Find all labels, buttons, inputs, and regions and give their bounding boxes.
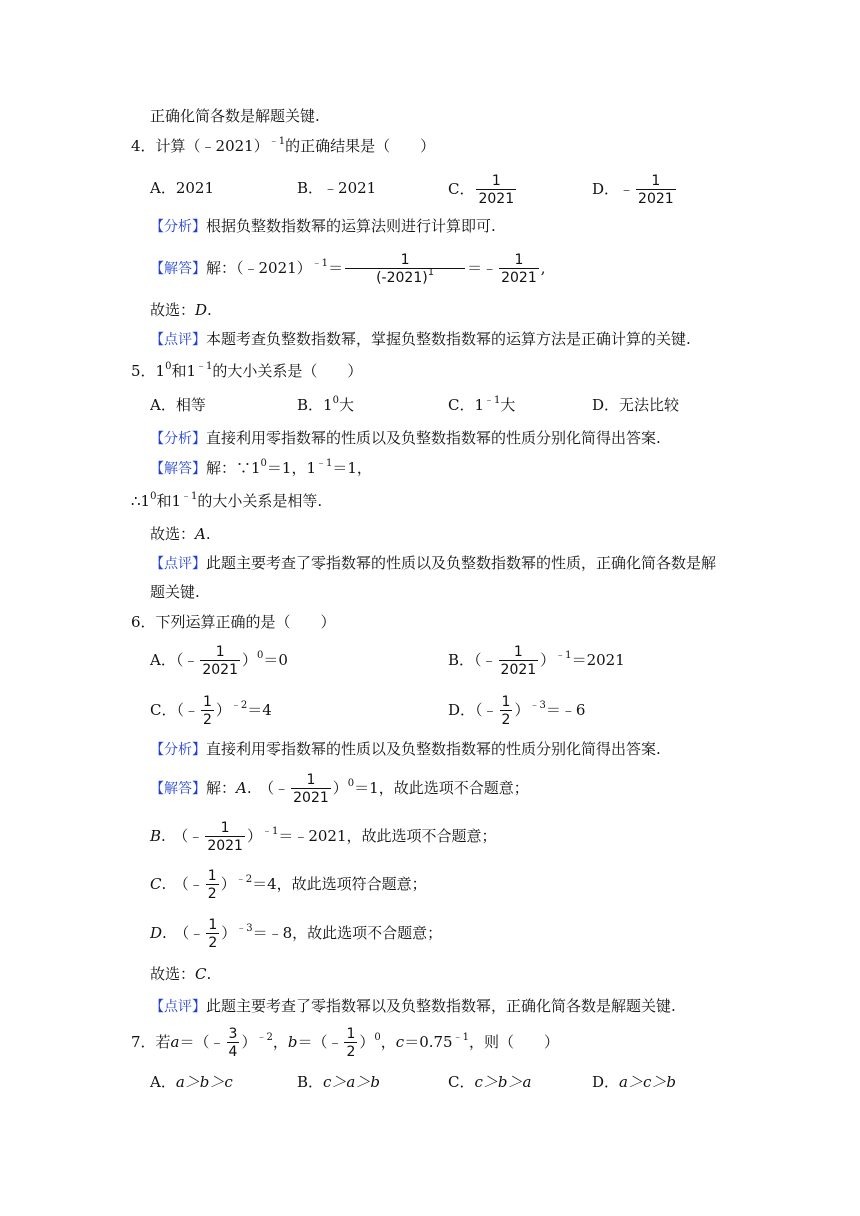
q4-choice: 故选：D.: [150, 301, 212, 319]
q6-option-c: C．（﹣ $\frac{1}{2}$ ）$^{﹣2}$＝4: [150, 694, 272, 728]
q5-stem: 5．$1^0$和$1^{﹣1}$的大小关系是（ ）: [131, 361, 363, 380]
fraction: $\frac{1}{2}$: [208, 917, 218, 951]
q5-option-c: C．$1^{﹣1}$大: [448, 395, 516, 414]
q6-solution-b: B. （﹣ $\frac{1}{2021}$ ）$^{﹣1}$＝﹣2021，故此选项不合题意；: [150, 820, 497, 854]
q6-option-d: D．（﹣ $\frac{1}{2}$ ）$^{﹣3}$＝﹣6: [448, 694, 586, 728]
q4-stem: 4．计算（﹣2021）$^{﹣1}$的正确结果是（ ）: [131, 136, 436, 155]
q6-stem: 6．下列运算正确的是（ ）: [131, 613, 336, 631]
fraction: $\frac{1}{2}$: [501, 694, 511, 728]
q5-option-a: A．相等: [150, 396, 206, 414]
q4-comment: 【点评】本题考查负整数指数幂，掌握负整数指数幂的运算方法是正确计算的关键.: [150, 330, 691, 348]
q6-comment: 【点评】此题主要考查了零指数幂以及负整数指数幂，正确化简各数是解题关键.: [150, 997, 676, 1015]
q4-analysis: 【分析】根据负整数指数幂的运算法则进行计算即可.: [150, 217, 496, 235]
q4-option-a: A．2021: [150, 179, 215, 197]
q5-solution: 【解答】解：$\because 1^0=1$，$1^{﹣1}=1$，: [150, 458, 372, 477]
q6-solution-a: 【解答】解：A. （﹣ $\frac{1}{2021}$ ）$^0$＝1，故此选项不合题意；: [150, 772, 529, 806]
fraction: $\frac{3}{4}$: [228, 1026, 238, 1060]
q7-option-b: B．c＞a＞b: [297, 1073, 380, 1091]
q5-comment-cont: 题关键.: [150, 583, 200, 601]
q6-choice: 故选：C.: [150, 965, 212, 983]
q7-option-a: A．a＞b＞c: [150, 1073, 233, 1091]
fraction: $\frac{1}{2021}$: [638, 173, 674, 207]
q4-solution: 【解答】解：（﹣2021）$^{﹣1}$＝ $\frac{1}{(-2021)^1}$ ＝﹣ $\frac{1}{2021}$ ,: [150, 252, 546, 286]
q5-option-d: D．无法比较: [592, 396, 680, 414]
fraction: $\frac{1}{2021}$: [293, 772, 329, 806]
fraction: $\frac{1}{2}$: [346, 1026, 356, 1060]
q6-solution-d: D. （﹣ $\frac{1}{2}$ ）$^{﹣3}$＝﹣8，故此选项不合题意；: [150, 917, 443, 951]
q7-option-c: C．c＞b＞a: [448, 1073, 532, 1091]
q6-option-a: A．（﹣ $\frac{1}{2021}$ ）$^0$＝0: [150, 644, 288, 678]
q5-comment: 【点评】此题主要考查了零指数幂的性质以及负整数指数幂的性质，正确化简各数是解: [150, 554, 717, 572]
q6-option-b: B．（﹣ $\frac{1}{2021}$ ）$^{﹣1}$＝2021: [448, 644, 625, 678]
fraction: $\frac{1}{2}$: [207, 868, 217, 902]
q5-therefore: $\therefore 1^0$和$1^{﹣1}$的大小关系是相等.: [131, 491, 323, 510]
fraction: $\frac{1}{2021}$: [478, 173, 515, 207]
fraction: $\frac{1}{2021}$: [202, 644, 238, 678]
q4-option-b: B．﹣2021: [297, 179, 377, 197]
fraction: $\frac{1}{2021}$: [501, 252, 537, 286]
q5-option-b: B．$1^0$大: [297, 395, 354, 414]
q7-option-d: D．a＞c＞b: [592, 1073, 676, 1091]
q5-analysis: 【分析】直接利用零指数幂的性质以及负整数指数幂的性质分别化简得出答案.: [150, 429, 661, 447]
q6-solution-c: C. （﹣ $\frac{1}{2}$ ）$^{﹣2}$＝4，故此选项符合题意；: [150, 868, 427, 902]
fraction: $\frac{1}{2021}$: [500, 644, 537, 678]
q7-stem: 7．若a＝（﹣ $\frac{3}{4}$ ）$^{﹣2}$，b＝（﹣ $\frac{1}{2}$ ）$^0$，$c=0.75^{﹣1}$，则（ ）: [131, 1026, 559, 1060]
q4-option-c: C． $\frac{1}{2021}$: [448, 173, 515, 207]
q4-option-d: D．﹣ $\frac{1}{2021}$: [592, 173, 674, 207]
continuation-text: 正确化简各数是解题关键.: [150, 107, 320, 125]
fraction: $\frac{1}{2}$: [202, 694, 212, 728]
fraction: $\frac{1}{2021}$: [207, 820, 243, 854]
q6-analysis: 【分析】直接利用零指数幂的性质以及负整数指数幂的性质分别化简得出答案.: [150, 740, 661, 758]
q5-choice: 故选：A.: [150, 525, 211, 543]
fraction: $\frac{1}{(-2021)^1}$: [345, 252, 465, 286]
